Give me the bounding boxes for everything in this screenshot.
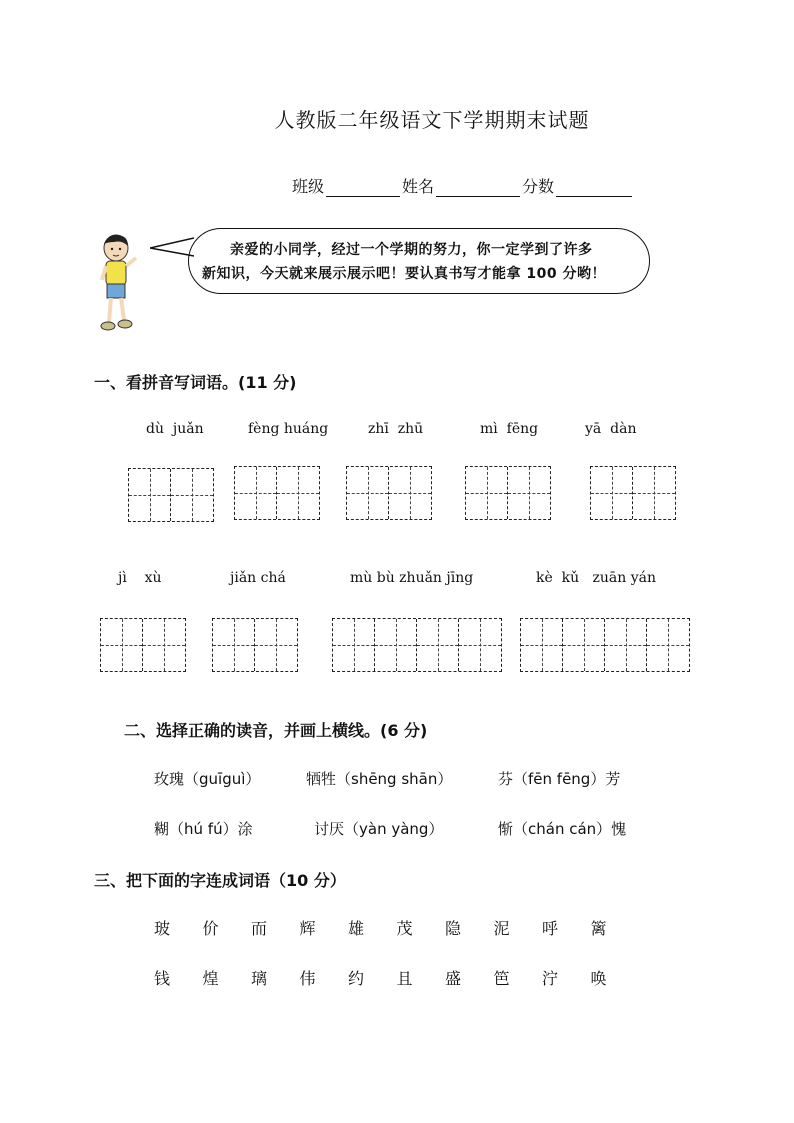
pinyin-item: dù juǎn <box>146 421 204 437</box>
writing-grid[interactable] <box>234 466 320 520</box>
char-item[interactable]: 盛 <box>445 969 462 988</box>
student-info <box>292 174 634 197</box>
char-item[interactable]: 泞 <box>542 969 559 988</box>
char-item[interactable]: 呼 <box>542 919 559 938</box>
writing-grid[interactable] <box>212 618 298 672</box>
char-item[interactable]: 伟 <box>299 969 316 988</box>
class-blank[interactable] <box>326 180 400 197</box>
pinyin-item: yā dàn <box>585 421 637 437</box>
choice-item[interactable]: 糊（hú fú）涂 <box>154 820 253 838</box>
choice-item[interactable]: 牺牲（shēng shān） <box>306 770 453 788</box>
choice-item[interactable]: 惭（chán cán）愧 <box>498 820 627 838</box>
score-label: 分数 <box>522 177 555 196</box>
char-row <box>154 966 639 989</box>
name-label: 姓名 <box>402 177 435 196</box>
writing-grid[interactable] <box>465 466 551 520</box>
name-blank[interactable] <box>436 180 520 197</box>
writing-grid[interactable] <box>520 618 690 672</box>
char-item[interactable]: 篱 <box>590 919 607 938</box>
speech-text: 亲爱的小同学，经过一个学期的努力，你一定学到了许多 新知识，今天就来展示展示吧！要认真书写才能拿 100 分哟！ <box>202 242 606 282</box>
speech-bubble <box>150 228 650 298</box>
pinyin-item: jì xù <box>118 570 162 586</box>
bubble-tail <box>150 236 194 258</box>
char-item[interactable]: 隐 <box>445 919 462 938</box>
pinyin-item: fèng huáng <box>248 421 329 437</box>
section2-heading: 二、选择正确的读音，并画上横线。(6 分) <box>124 721 428 740</box>
writing-grid[interactable] <box>590 466 676 520</box>
char-row <box>154 916 639 939</box>
char-item[interactable]: 价 <box>202 919 219 938</box>
pinyin-item: mì fēng <box>480 421 539 437</box>
char-item[interactable]: 茂 <box>396 919 413 938</box>
pinyin-item: mù bù zhuǎn jīng <box>350 570 474 586</box>
section1-heading: 一、看拼音写词语。(11 分) <box>94 373 297 392</box>
char-item[interactable]: 约 <box>348 969 365 988</box>
choice-item[interactable]: 讨厌（yàn yàng） <box>314 820 444 838</box>
char-item[interactable]: 玻 <box>154 919 171 938</box>
char-item[interactable]: 笆 <box>493 969 510 988</box>
char-item[interactable]: 煌 <box>202 969 219 988</box>
section3-heading: 三、把下面的字连成词语（10 分） <box>94 871 346 890</box>
choice-item[interactable]: 芬（fēn fēng）芳 <box>498 770 621 788</box>
writing-grid[interactable] <box>332 618 502 672</box>
writing-grid[interactable] <box>128 468 214 522</box>
pinyin-item: jiǎn chá <box>230 570 286 586</box>
boy-illustration <box>94 232 144 340</box>
char-item[interactable]: 而 <box>251 919 268 938</box>
char-item[interactable]: 且 <box>396 969 413 988</box>
writing-grid[interactable] <box>346 466 432 520</box>
char-item[interactable]: 泥 <box>493 919 510 938</box>
pinyin-item: zhī zhū <box>368 421 424 437</box>
char-item[interactable]: 唤 <box>590 969 607 988</box>
char-item[interactable]: 璃 <box>251 969 268 988</box>
char-item[interactable]: 钱 <box>154 969 171 988</box>
writing-grid[interactable] <box>100 618 186 672</box>
class-label: 班级 <box>292 177 325 196</box>
score-blank[interactable] <box>556 180 632 197</box>
char-item[interactable]: 雄 <box>348 919 365 938</box>
char-item[interactable]: 辉 <box>299 919 316 938</box>
choice-item[interactable]: 玫瑰（guīguì） <box>154 770 261 788</box>
pinyin-item: kè kǔ zuān yán <box>536 570 656 586</box>
page-title: 人教版二年级语文下学期期末试题 <box>274 108 590 132</box>
